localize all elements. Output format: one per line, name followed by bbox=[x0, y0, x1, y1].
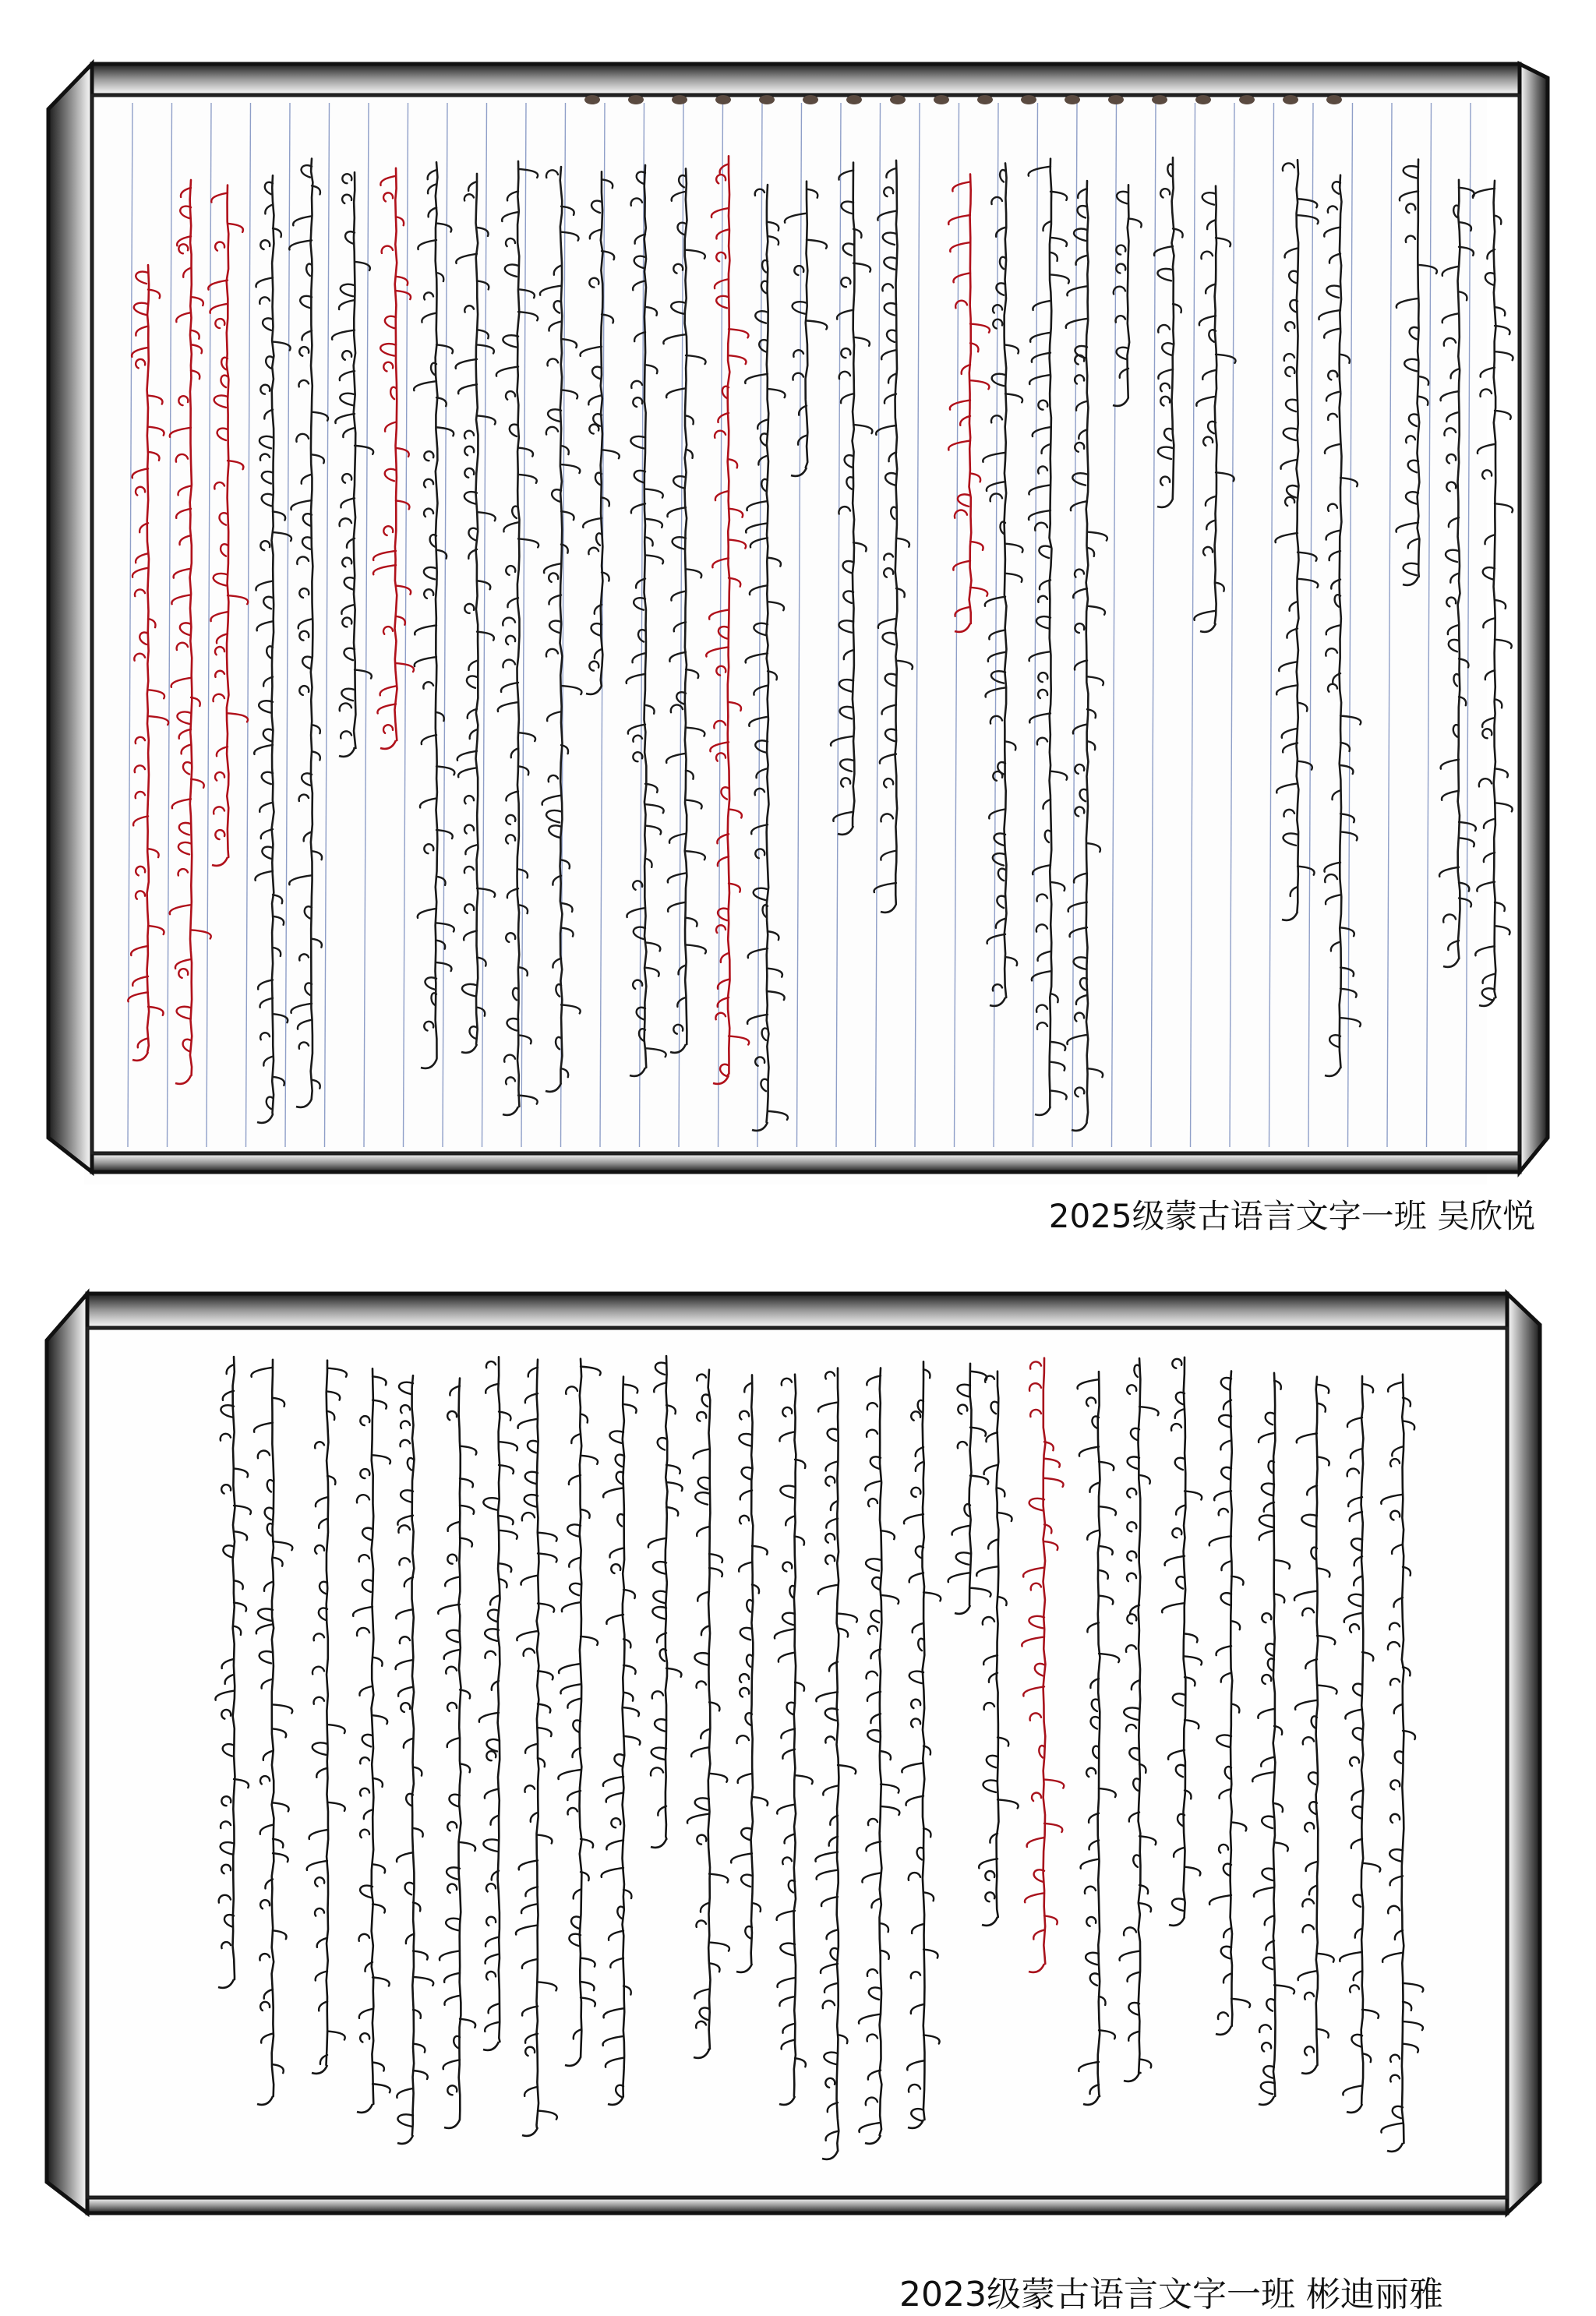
binding-hole bbox=[1021, 95, 1036, 104]
binding-hole bbox=[1195, 95, 1211, 104]
author-caption-1: 2025级蒙古语言文字一班 吴欣悦 bbox=[1048, 1197, 1535, 1235]
binding-hole bbox=[803, 95, 818, 104]
binding-hole bbox=[846, 95, 862, 104]
author-caption-2: 2023级蒙古语言文字一班 彬迪丽雅 bbox=[899, 2275, 1443, 2314]
binding-hole bbox=[1283, 95, 1298, 104]
binding-hole bbox=[934, 95, 949, 104]
binding-hole bbox=[1326, 95, 1342, 104]
notebook-panel-2 bbox=[0, 1278, 1596, 2314]
binding-hole bbox=[1239, 95, 1255, 104]
binding-hole bbox=[584, 95, 600, 104]
page-frame-2 bbox=[0, 1278, 1596, 2244]
binding-hole bbox=[672, 95, 687, 104]
page-frame-1 bbox=[0, 31, 1596, 1184]
binding-hole bbox=[977, 95, 993, 104]
binding-hole bbox=[890, 95, 906, 104]
binding-hole bbox=[1108, 95, 1124, 104]
binding-hole bbox=[759, 95, 775, 104]
binding-hole bbox=[1065, 95, 1080, 104]
handwritten-page-2 bbox=[0, 1278, 1596, 2244]
handwritten-page-1 bbox=[0, 31, 1596, 1184]
binding-hole bbox=[1152, 95, 1167, 104]
binding-hole bbox=[628, 95, 644, 104]
notebook-panel-1 bbox=[0, 31, 1596, 1278]
binding-hole bbox=[715, 95, 731, 104]
